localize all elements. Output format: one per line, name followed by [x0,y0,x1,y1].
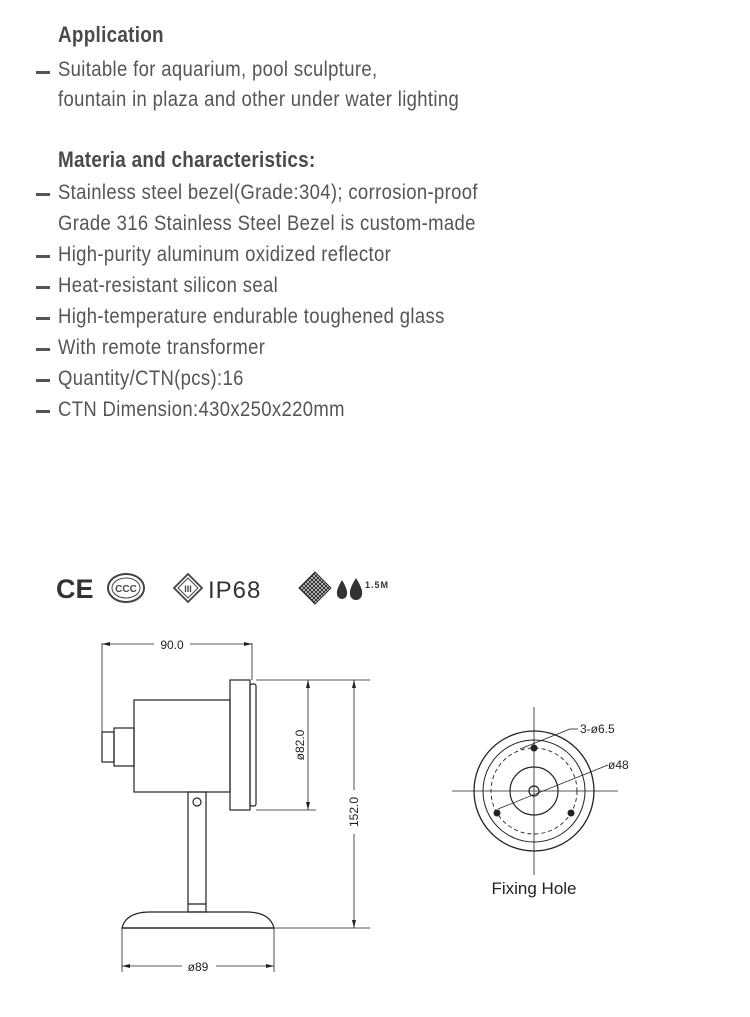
application-line-1: Suitable for aquarium, pool sculpture, [58,58,378,81]
materials-bullet [36,286,50,289]
certification-row [56,568,416,608]
svg-text:CCC: CCC [115,584,137,595]
materials-item-4: High-temperature endurable toughened glass [58,305,445,328]
mounting-holes-label: 3-ø6.5 [580,722,615,736]
svg-text:III: III [184,584,192,594]
materials-item-2: High-purity aluminum oxidized reflector [58,243,392,266]
materials-item-1-line-2: Grade 316 Stainless Steel Bezel is custom-made [58,212,476,235]
base-diameter-label: ø89 [187,960,209,974]
materials-item-5: With remote transformer [58,336,266,359]
application-line-2: fountain in plaza and other under water lighting [58,88,460,111]
materials-bullet [36,410,50,413]
application-bullet [36,71,50,74]
diamond-grid-icon [299,572,331,604]
side-view-drawing [90,628,390,978]
class-iii-icon [174,574,202,602]
materials-item-3: Heat-resistant silicon seal [58,274,279,297]
pcd-label: ø48 [608,758,629,772]
application-heading: Application [58,22,164,47]
ip-rating: IP68 [208,577,262,604]
water-drop-icon [337,578,362,600]
fixing-hole-caption: Fixing Hole [491,879,577,898]
materials-bullet [36,317,50,320]
fixing-hole-drawing [448,705,668,905]
materials-bullet [36,348,50,351]
depth-label: 1.5M [365,580,390,590]
lens-diameter-label: ø82.0 [293,729,307,761]
materials-item-7: CTN Dimension:430x250x220mm [58,398,345,421]
ce-mark-icon: CE [56,574,94,604]
materials-bullet [36,193,50,196]
width-dimension-label: 90.0 [160,638,184,652]
materials-heading: Materia and characteristics: [58,147,316,172]
materials-item-6: Quantity/CTN(pcs):16 [58,367,244,390]
ccc-mark-icon [108,574,144,602]
height-dimension-label: 152.0 [347,796,361,828]
materials-item-1-line-1: Stainless steel bezel(Grade:304); corrosion-proof [58,181,478,204]
materials-bullet [36,255,50,258]
materials-bullet [36,379,50,382]
